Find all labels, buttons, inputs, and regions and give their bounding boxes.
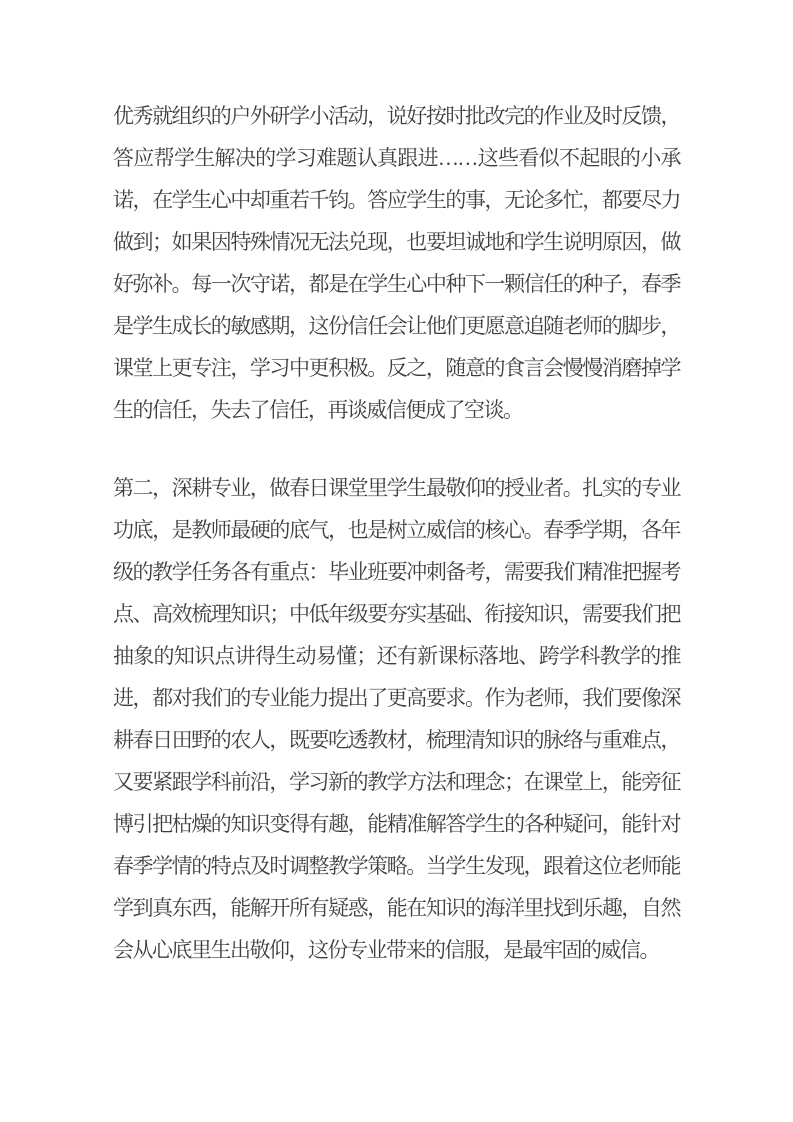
body-paragraph-2: 第二，深耕专业，做春日课堂里学生最敬仰的授业者。扎实的专业功底，是教师最硬的底气，也是树立威信的核心。春季学期，各年级的教学任务各有重点：毕业班要冲刺备考，需要我们精准把握考点、高效梳理知识；中低年级要夯实基础、衔接知识，需要我们把抽象的知识点讲得生动易懂；还有新课标落地、跨学科教学的推进，都对我们的专业能力提出了更高要求。作为老师，我们要像深耕春日田野的农人，既要吃透教材，梳理清知识的脉络与重难点，又要紧跟学科前沿，学习新的教学方法和理念；在课堂上，能旁征博引把枯燥的知识变得有趣，能精准解答学生的各种疑问，能针对春季学情的特点及时调整教学策略。当学生发现，跟着这位老师能学到真东西，能解开所有疑惑，能在知识的海洋里找到乐趣，自然会从心底里生出敬仰，这份专业带来的信服，是最牢固的威信。 (113, 476, 680, 962)
document-text-block (113, 95, 680, 971)
body-paragraph-1: 优秀就组织的户外研学小活动，说好按时批改完的作业及时反馈，答应帮学生解决的学习难题认真跟进……这些看似不起眼的小承诺，在学生心中却重若千钧。答应学生的事，无论多忙，都要尽力做到；如果因特殊情况无法兑现，也要坦诚地和学生说明原因，做好弥补。每一次守诺，都是在学生心中种下一颗信任的种子，春季是学生成长的敏感期，这份信任会让他们更愿意追随老师的脚步，课堂上更专注，学习中更积极。反之，随意的食言会慢慢消磨掉学生的信任，失去了信任，再谈威信便成了空谈。 (113, 104, 680, 422)
